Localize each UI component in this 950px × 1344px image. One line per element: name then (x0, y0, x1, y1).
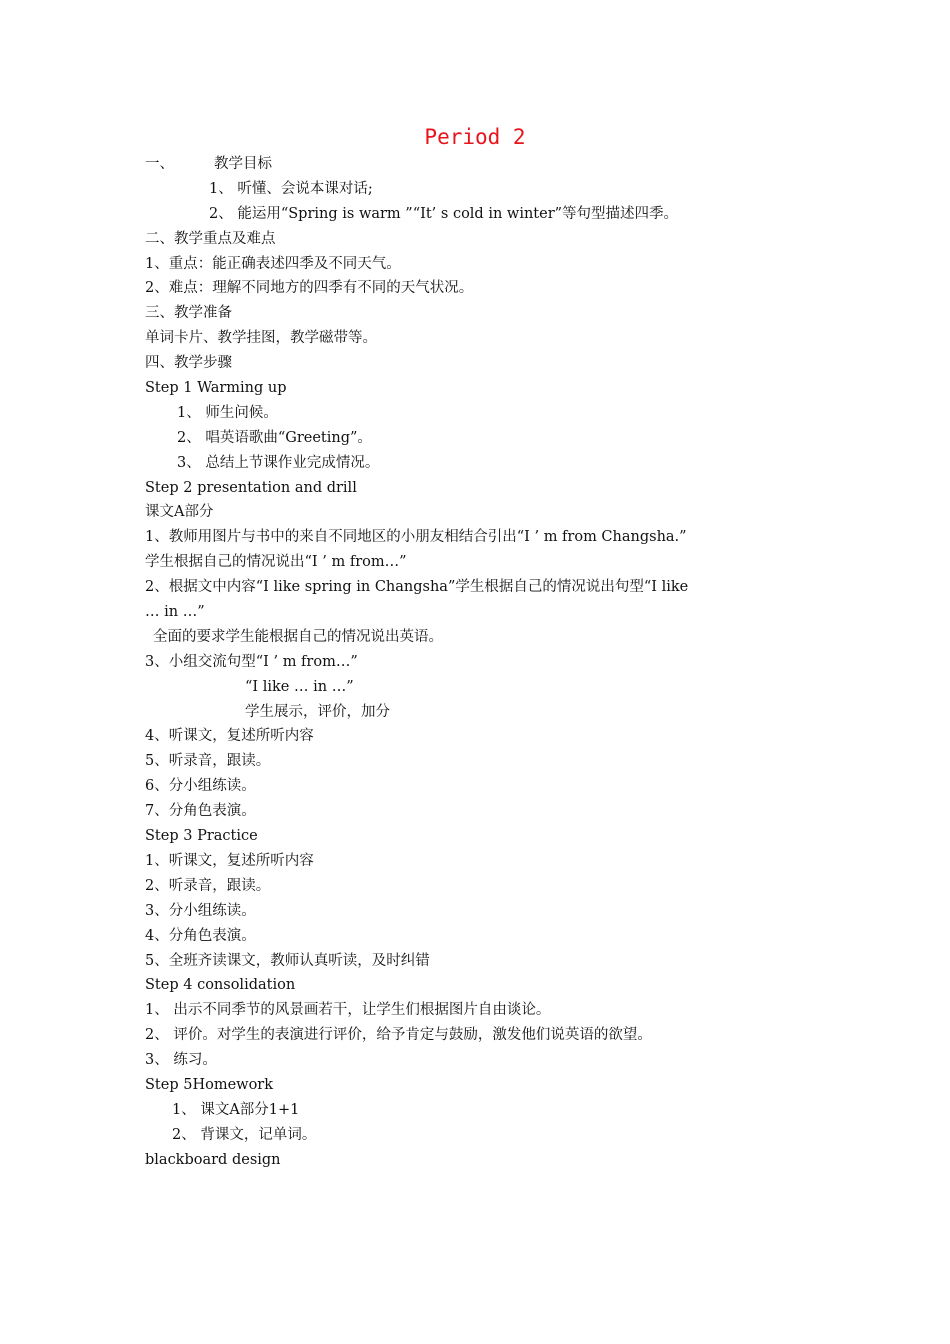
key-point-item: 2、难点：理解不同地方的四季有不同的天气状况。 (145, 280, 474, 297)
step-item: 4、分角色表演。 (145, 927, 256, 944)
step-item: 2、 背课文，记单词。 (172, 1126, 317, 1143)
step-item: 3、小组交流句型“I ’ m from…” (145, 653, 358, 670)
step-text: … in …” (145, 604, 205, 621)
step-heading: Step 2 presentation and drill (145, 479, 357, 496)
section-heading-objectives (145, 152, 845, 177)
step-item: 1、 出示不同季节的风景画若干，让学生们根据图片自由谈论。 (145, 1002, 551, 1019)
step-item: 5、听录音，跟读。 (145, 753, 271, 770)
section-label: 教学目标 (214, 156, 272, 172)
section-number: 一、 (145, 156, 174, 172)
step-heading: Step 1 Warming up (145, 380, 287, 397)
step-item: 4、听课文，复述所听内容 (145, 728, 314, 745)
step-item: 1、 师生问候。 (177, 404, 278, 421)
step-item: 6、分小组练读。 (145, 778, 256, 795)
step-item: 2、 评价。对学生的表演进行评价，给予肯定与鼓励，激发他们说英语的欲望。 (145, 1027, 652, 1044)
blackboard-design-heading: blackboard design (145, 1151, 281, 1168)
step-item: 1、教师用图片与书中的来自不同地区的小朋友相结合引出“I ’ m from Changsha.” (145, 529, 687, 546)
section-heading-key-points: 二、教学重点及难点 (145, 230, 276, 247)
step-heading: Step 3 Practice (145, 828, 258, 845)
lesson-plan-body (145, 152, 845, 1173)
step-text: 全面的要求学生能根据自己的情况说出英语。 (153, 628, 443, 645)
step-text: 学生根据自己的情况说出“I ’ m from…” (145, 554, 407, 571)
step-heading: Step 4 consolidation (145, 977, 296, 994)
step-heading: Step 5Homework (145, 1076, 274, 1093)
step-item: 3、 总结上节课作业完成情况。 (177, 454, 380, 471)
step-item: 5、全班齐读课文，教师认真听读，及时纠错 (145, 952, 430, 969)
step-item: 1、听课文，复述所听内容 (145, 852, 314, 869)
step-item: 2、 唱英语歌曲“Greeting”。 (177, 429, 372, 446)
step-text: 学生展示，评价，加分 (245, 703, 390, 720)
step-item: 2、听录音，跟读。 (145, 877, 271, 894)
step-item: 2、根据文中内容“I like spring in Changsha”学生根据自己的情况说出句型“I like (145, 579, 689, 596)
step-item: 1、 课文A部分1+1 (172, 1101, 300, 1118)
step-item: 7、分角色表演。 (145, 803, 256, 820)
preparation-text: 单词卡片、教学挂图，教学磁带等。 (145, 330, 377, 347)
step-item: 3、 练习。 (145, 1052, 217, 1069)
section-heading-preparation: 三、教学准备 (145, 305, 232, 322)
section-heading-steps: 四、教学步骤 (145, 355, 232, 372)
objective-item: 2、 能运用“Spring is warm ”“It’ s cold in winter”等句型描述四季。 (209, 205, 679, 222)
page-title: Period 2 (424, 125, 526, 149)
key-point-item: 1、重点：能正确表述四季及不同天气。 (145, 255, 401, 272)
subsection-heading: 课文A部分 (145, 504, 214, 521)
objective-item: 1、 听懂、会说本课对话; (209, 180, 373, 197)
step-item: 3、分小组练读。 (145, 902, 256, 919)
step-text: “I like … in …” (245, 678, 354, 695)
